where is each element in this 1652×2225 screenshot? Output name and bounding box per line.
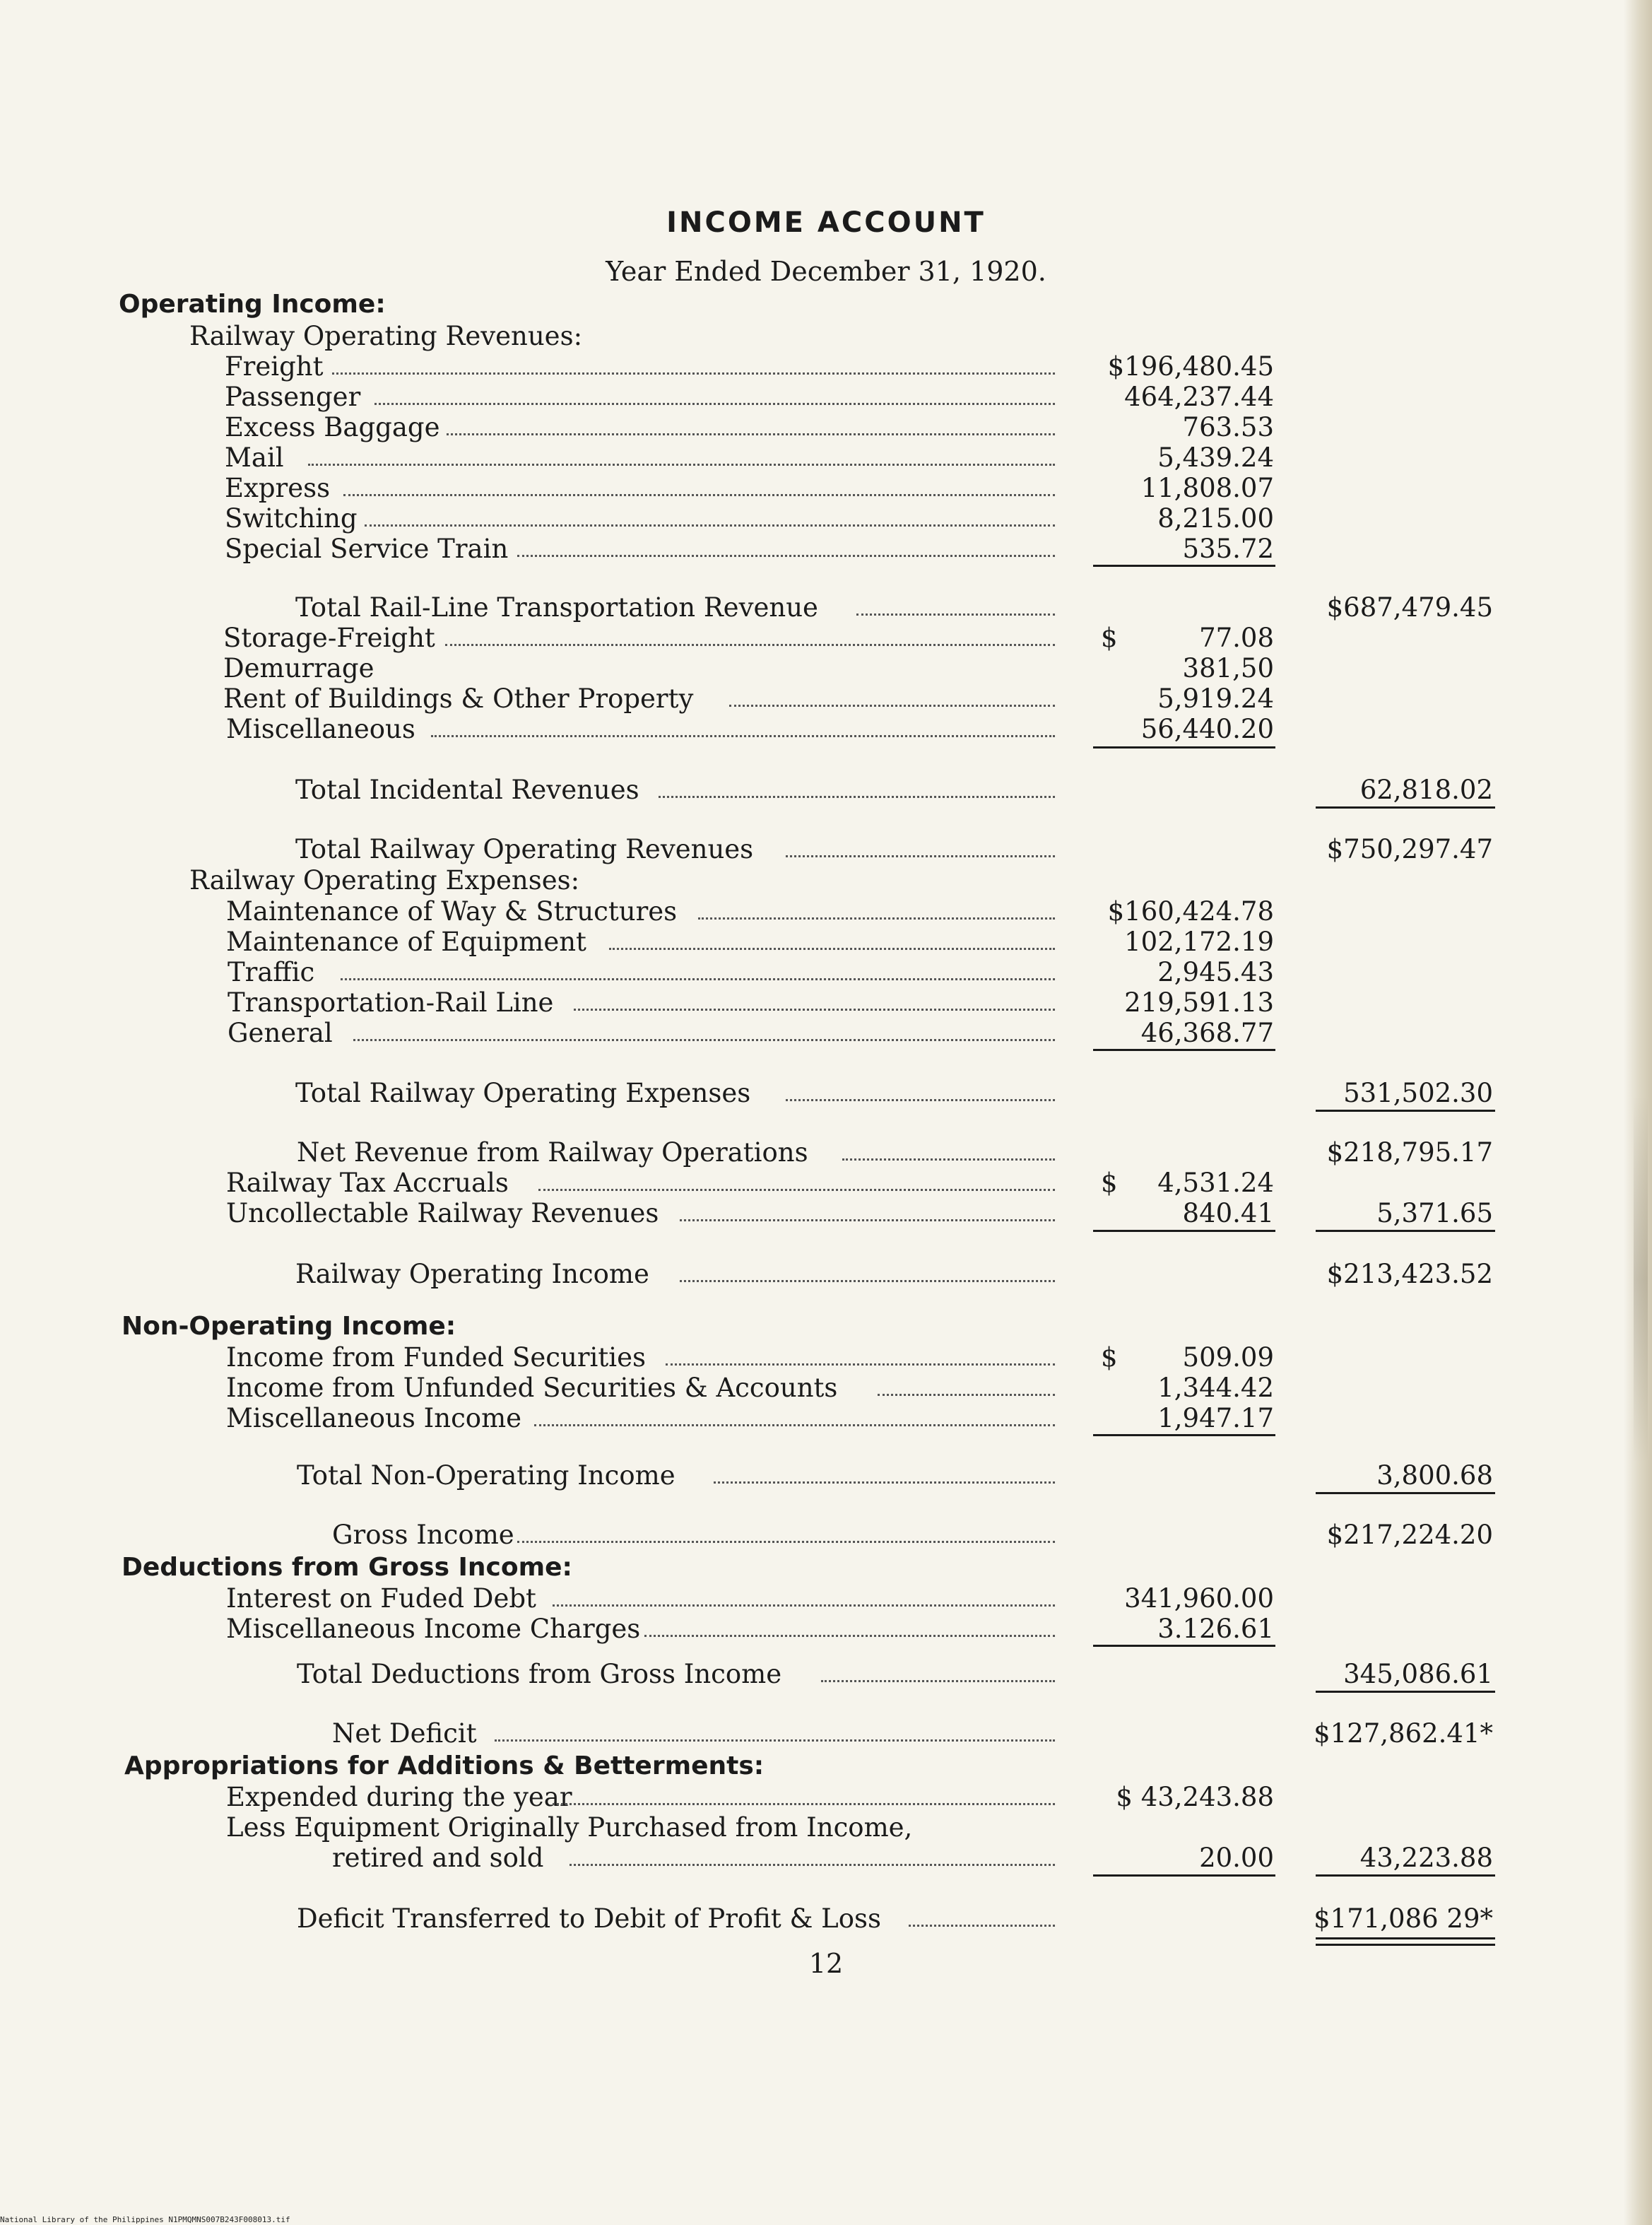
ledger-row: Miscellaneous Income 1,947.17 [226, 1403, 1274, 1433]
ledger-row: Railway Tax Accruals $ 4,531.24 [226, 1168, 1274, 1198]
ledger-row: Mail 5,439.24 [225, 442, 1274, 473]
section-heading: Deductions from Gross Income: [122, 1553, 572, 1582]
subtotal-rule [1093, 1230, 1275, 1232]
ledger-row: Demurrage 381,50 [223, 653, 1274, 683]
subtotal-rule [1316, 1492, 1495, 1494]
document-title: INCOME ACCOUNT [666, 206, 986, 239]
ledger-row: Switching 8,215.00 [225, 503, 1274, 534]
ledger-row: Income from Unfunded Securities & Accounts 1,344.42 [226, 1373, 1274, 1403]
total-row: Deficit Transferred to Debit of Profit & Loss $171,086 29* [297, 1903, 1493, 1934]
ledger-row: Maintenance of Way & Structures $160,424.78 [226, 896, 1274, 927]
ledger-row: Excess Baggage 763.53 [225, 412, 1274, 442]
subtotal-rule [1316, 806, 1495, 809]
subtotal-rule [1093, 1434, 1275, 1436]
ledger-row: Less Equipment Originally Purchased from Income, [226, 1812, 913, 1843]
total-row: Total Railway Operating Expenses 531,502.30 [295, 1078, 1493, 1108]
dollar-sign: $ [1101, 1168, 1118, 1198]
ledger-row: Special Service Train 535.72 [225, 534, 1274, 564]
ledger-row: Passenger 464,237.44 [225, 382, 1274, 412]
subtotal-rule [1093, 1874, 1275, 1877]
subtotal-rule [1316, 1110, 1495, 1112]
ledger-row: retired and sold 20.00 43,223.88 [332, 1843, 1493, 1873]
subsection-heading: Railway Operating Revenues: [189, 321, 583, 351]
dollar-sign: $ [1101, 1342, 1118, 1373]
section-heading: Operating Income: [119, 290, 386, 319]
total-row: Total Deductions from Gross Income 345,086.61 [297, 1659, 1493, 1689]
total-row: Net Deficit $127,862.41* [332, 1718, 1493, 1749]
subtotal-rule [1316, 1691, 1495, 1693]
ledger-row: Maintenance of Equipment 102,172.19 [226, 927, 1274, 957]
total-row: Total Rail-Line Transportation Revenue $687,479.45 [295, 592, 1493, 623]
subtotal-rule [1093, 746, 1275, 748]
double-rule-bottom [1316, 1944, 1495, 1946]
total-row: Gross Income $217,224.20 [332, 1520, 1493, 1550]
ledger-row: Uncollectable Railway Revenues 840.41 5,371.65 [226, 1198, 1493, 1228]
total-row: Total Non-Operating Income 3,800.68 [297, 1460, 1493, 1491]
ledger-row: Miscellaneous Income Charges 3.126.61 [226, 1614, 1274, 1644]
subtotal-rule [1316, 1874, 1495, 1877]
page-number: 12 [808, 1948, 844, 1979]
total-row: Net Revenue from Railway Operations $218,795.17 [297, 1137, 1493, 1168]
ledger-row: Expended during the year $ 43,243.88 [226, 1782, 1274, 1812]
ledger-row: Transportation-Rail Line 219,591.13 [228, 987, 1274, 1018]
dollar-sign: $ [1101, 623, 1118, 653]
total-row: Total Incidental Revenues 62,818.02 [295, 775, 1493, 805]
ledger-row: Storage-Freight $ 77.08 [223, 623, 1274, 653]
subtotal-rule [1093, 1645, 1275, 1647]
section-heading: Appropriations for Additions & Betterments: [124, 1751, 765, 1780]
subtotal-rule [1316, 1230, 1495, 1232]
total-row: Railway Operating Income $213,423.52 [295, 1259, 1493, 1289]
scan-footer: National Library of the Philippines N1PMQMNS007B243F008013.tif [0, 2215, 290, 2224]
double-rule-top [1316, 1937, 1495, 1939]
ledger-row: Freight $196,480.45 [225, 351, 1274, 382]
subtotal-rule [1093, 565, 1275, 567]
ledger-row: Rent of Buildings & Other Property 5,919.24 [223, 683, 1274, 714]
ledger-row: Express 11,808.07 [225, 473, 1274, 503]
document-subtitle: Year Ended December 31, 1920. [606, 256, 1046, 287]
ledger-row: Traffic 2,945.43 [228, 957, 1274, 987]
subsection-heading: Railway Operating Expenses: [189, 865, 580, 896]
subtotal-rule [1093, 1049, 1275, 1051]
ledger-row: Miscellaneous 56,440.20 [226, 714, 1274, 744]
total-row: Total Railway Operating Revenues $750,297.47 [295, 834, 1493, 864]
section-heading: Non-Operating Income: [122, 1312, 456, 1341]
ledger-row: Income from Funded Securities $ 509.09 [226, 1342, 1274, 1373]
ledger-row: General 46,368.77 [228, 1018, 1274, 1048]
ledger-row: Interest on Fuded Debt 341,960.00 [226, 1583, 1274, 1614]
